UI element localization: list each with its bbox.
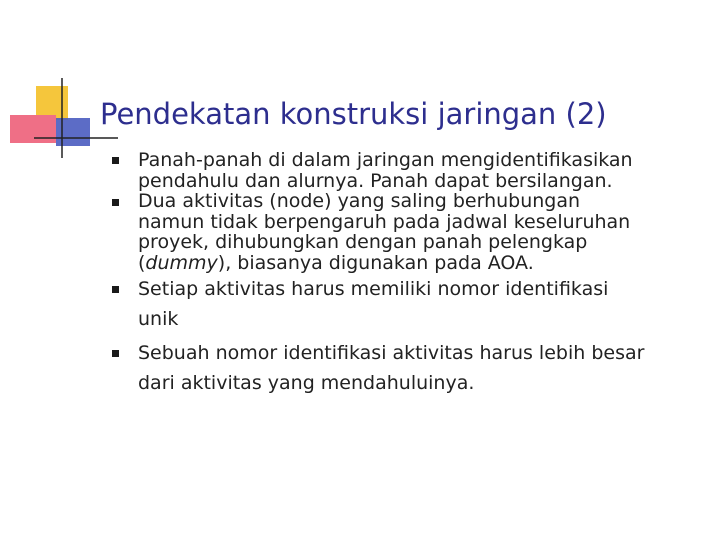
bullet-item [112, 338, 712, 398]
bullet-line: Dua aktivitas (node) yang saling berhubungan [138, 190, 581, 212]
bullet-line: Sebuah nomor identifikasi aktivitas harus lebih besar [138, 342, 645, 364]
title-decoration [0, 0, 120, 170]
bullet-line: Setiap aktivitas harus memiliki nomor identifikasi [138, 278, 609, 300]
square-bullet-icon [112, 199, 119, 206]
square-bullet-icon [112, 157, 119, 164]
slide-title: Pendekatan konstruksi jaringan (2) [100, 97, 607, 131]
square-bullet-icon [112, 350, 119, 357]
bullet-item [112, 191, 712, 273]
yellow-square [36, 86, 68, 120]
blue-square [56, 118, 90, 146]
bullet-item [112, 274, 712, 334]
bullet-line: Panah-panah di dalam jaringan mengidentifikasikan [138, 149, 633, 171]
bullet-line: namun tidak berpengaruh pada jadwal keseluruhan [138, 210, 631, 233]
bullet-line [138, 253, 712, 274]
square-bullet-icon [112, 286, 119, 293]
red-square [10, 115, 56, 143]
bullet-item [112, 150, 712, 191]
bullet-line: unik [138, 308, 179, 330]
paren-open: ( [138, 251, 146, 274]
bullet-line: proyek, dihubungkan dengan panah pelengkap [138, 231, 588, 253]
line-rest: ), biasanya digunakan pada AOA. [217, 251, 534, 274]
bullet-line: pendahulu dan alurnya. Panah dapat bersilangan. [138, 169, 613, 192]
bullet-line: dari aktivitas yang mendahuluinya. [138, 372, 475, 394]
italic-term: dummy [145, 251, 218, 274]
bullet-list [112, 150, 712, 398]
